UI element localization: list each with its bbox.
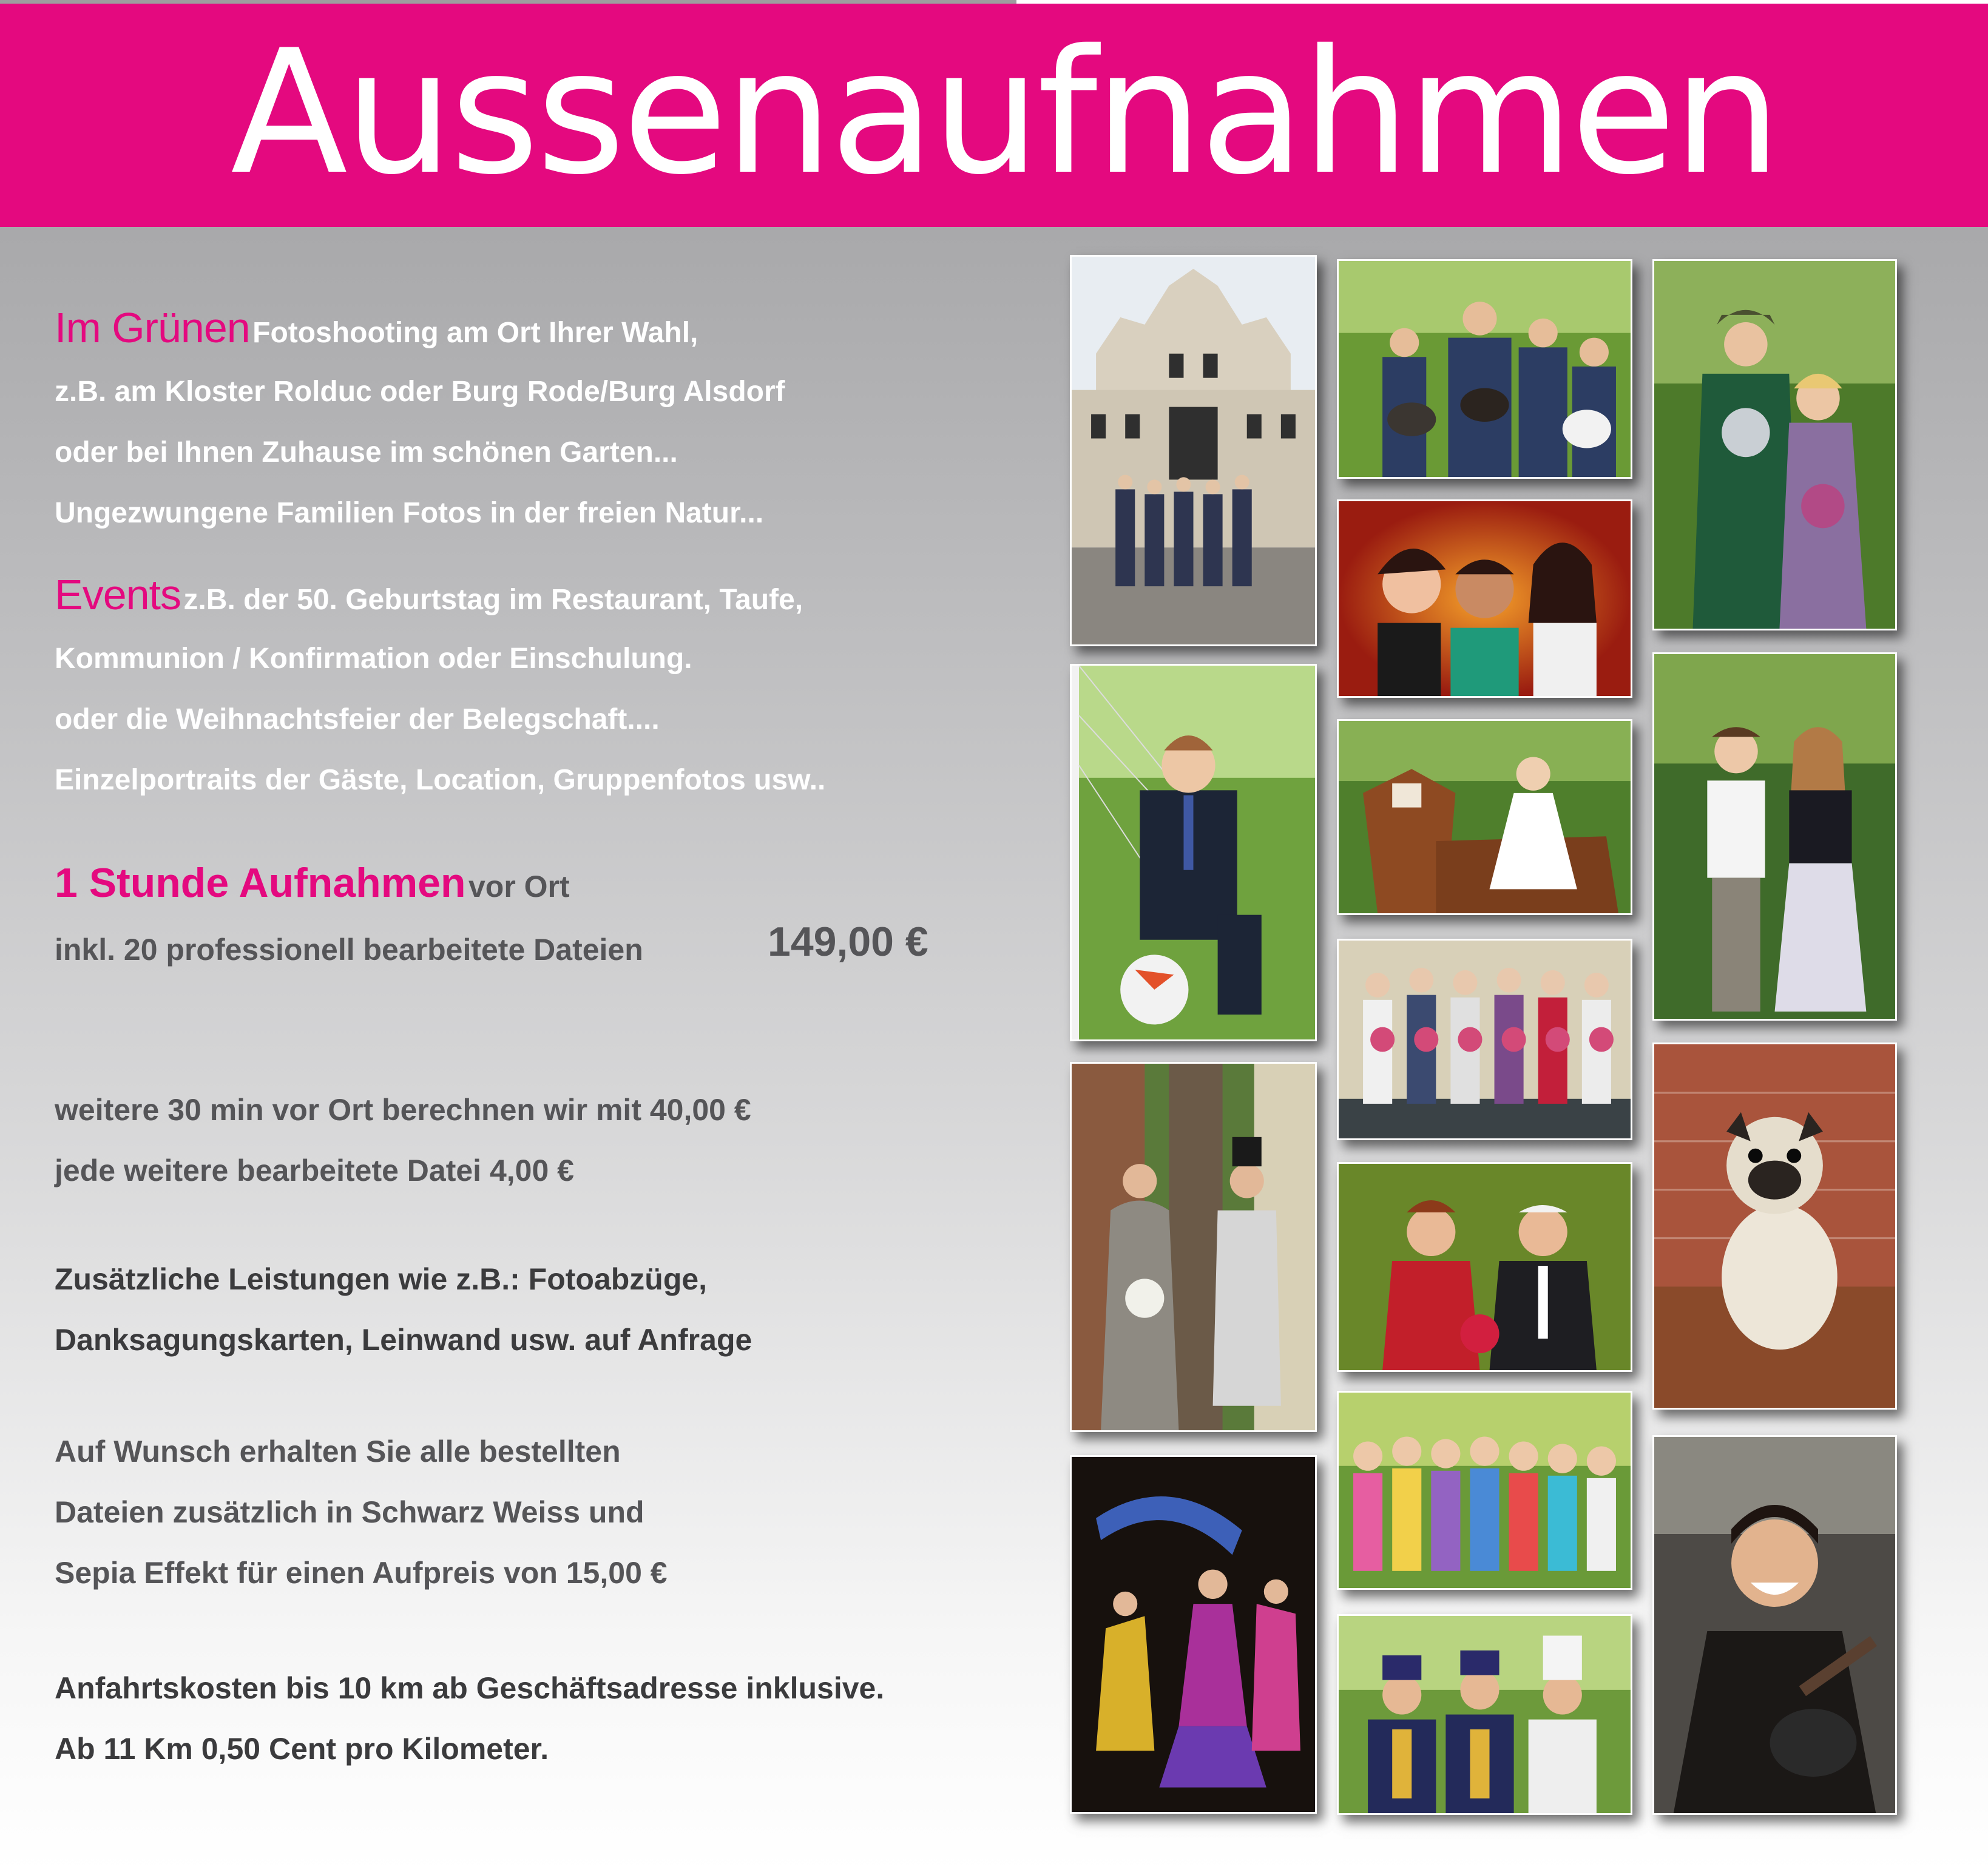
im-gruenen-line: oder bei Ihnen Zuhause im schönen Garten...	[55, 436, 678, 468]
guitarist-portrait-photo	[1652, 1435, 1897, 1815]
castle-group-photo	[1070, 255, 1317, 646]
im-gruenen-paragraph-first-line	[55, 300, 698, 367]
events-line: Kommunion / Konfirmation oder Einschulung.	[55, 643, 692, 675]
additional-services-line: Danksagungskarten, Leinwand usw. auf Anfrage	[55, 1323, 752, 1357]
im-gruenen-line: Fotoshooting am Ort Ihrer Wahl,	[252, 317, 698, 349]
pug-dog-photo	[1652, 1042, 1897, 1410]
extras-line: jede weitere bearbeitete Datei 4,00 €	[55, 1154, 574, 1188]
travel-costs-line: Ab 11 Km 0,50 Cent pro Kilometer.	[55, 1732, 549, 1766]
events-line: Einzelportraits der Gäste, Location, Gruppenfotos usw..	[55, 764, 826, 796]
offer-heading-line	[55, 856, 570, 922]
boy-with-football-photo	[1070, 664, 1317, 1041]
celebration-couple-photo	[1337, 1162, 1632, 1372]
additional-services-line: Zusätzliche Leistungen wie z.B.: Fotoabzüge,	[55, 1262, 708, 1296]
events-line: z.B. der 50. Geburtstag im Restaurant, Taufe,	[183, 584, 803, 616]
events-heading: Events	[55, 571, 181, 618]
bw-sepia-line: Dateien zusätzlich in Schwarz Weiss und	[55, 1495, 644, 1529]
offer-heading-suffix: vor Ort	[468, 870, 570, 904]
offer-price: 149,00 €	[768, 919, 928, 965]
offer-heading: 1 Stunde Aufnahmen	[55, 860, 466, 906]
extras-line: weitere 30 min vor Ort berechnen wir mit 40,00 €	[55, 1093, 751, 1127]
im-gruenen-line: Ungezwungene Familien Fotos in der freien Natur...	[55, 497, 764, 529]
three-women-party-photo	[1337, 499, 1632, 698]
senior-women-flowers-photo	[1337, 939, 1632, 1140]
events-paragraph-first-line	[55, 567, 803, 634]
offer-line: inkl. 20 professionell bearbeitete Dateien	[55, 933, 643, 967]
travel-costs-line: Anfahrtskosten bis 10 km ab Geschäftsadresse inklusive.	[55, 1671, 885, 1705]
girl-with-pony-photo	[1337, 719, 1632, 915]
boy-and-girl-communion-photo	[1652, 652, 1897, 1021]
couple-by-tree-photo	[1070, 1062, 1317, 1432]
dancers-stage-photo	[1070, 1455, 1317, 1814]
im-gruenen-heading: Im Grünen	[55, 304, 250, 351]
title-banner	[0, 4, 1988, 227]
carnival-men-photo	[1337, 1614, 1632, 1815]
page-title: Aussenaufnahmen	[231, 13, 1779, 212]
bw-sepia-line: Auf Wunsch erhalten Sie alle bestellten	[55, 1434, 621, 1468]
marksman-king-couple-photo	[1652, 259, 1897, 630]
family-with-chickens-photo	[1337, 259, 1632, 479]
bw-sepia-line: Sepia Effekt für einen Aufpreis von 15,00 €	[55, 1556, 668, 1590]
im-gruenen-line: z.B. am Kloster Rolduc oder Burg Rode/Burg Alsdorf	[55, 376, 785, 408]
events-line: oder die Weihnachtsfeier der Belegschaft....	[55, 703, 660, 735]
children-group-photo	[1337, 1391, 1632, 1590]
